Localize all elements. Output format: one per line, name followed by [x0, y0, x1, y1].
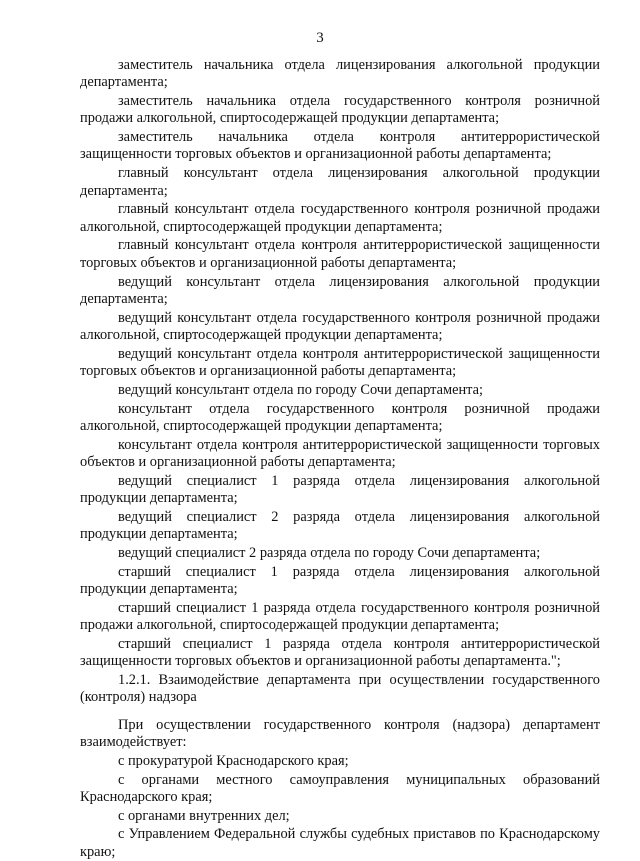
document-body [80, 57, 600, 861]
paragraph: заместитель начальника отдела контроля антитеррористической защищенности торговых объектов и организационной работы департамента; [80, 129, 600, 163]
paragraph: старший специалист 1 разряда отдела государственного контроля розничной продажи алкогольной, спиртосодержащей продукции департамента; [80, 599, 600, 634]
paragraph: старший специалист 1 разряда отдела контроля антитеррористической защищенности торговых объектов и организационной работы департамента."; [80, 636, 600, 670]
paragraph: заместитель начальника отдела государственного контроля розничной продажи алкогольной, спиртосодержащей продукции департамента; [80, 93, 600, 127]
list-item: с прокуратурой Краснодарского края; [118, 752, 349, 769]
paragraph: ведущий консультант отдела по городу Сочи департамента; [118, 381, 484, 398]
list-item: с органами местного самоуправления муниципальных образований Краснодарского края; [80, 771, 600, 805]
page-number: 3 [316, 30, 324, 46]
paragraph: главный консультант отдела государственного контроля розничной продажи алкогольной, спиртосодержащей продукции департамента; [80, 201, 600, 235]
list-item: с органами внутренних дел; [118, 807, 290, 824]
paragraph: ведущий специалист 2 разряда отдела лицензирования алкогольной продукции департамента; [80, 508, 600, 543]
paragraph: ведущий специалист 1 разряда отдела лицензирования алкогольной продукции департамента; [80, 472, 600, 507]
paragraph: ведущий консультант отдела контроля антитеррористической защищенности торговых объектов и организационной работы департамента; [80, 345, 600, 380]
paragraph: ведущий консультант отдела лицензирования алкогольной продукции департамента; [80, 273, 600, 307]
section-heading: 1.2.1. Взаимодействие департамента при осуществлении государственного (контроля) надзора [80, 672, 600, 706]
paragraph: консультант отдела государственного контроля розничной продажи алкогольной, спиртосодержащей продукции департамента; [80, 400, 600, 434]
paragraph: При осуществлении государственного контроля (надзора) департамент взаимодействует: [80, 716, 600, 750]
paragraph: ведущий консультант отдела государственного контроля розничной продажи алкогольной, спиртосодержащей продукции департамента; [80, 309, 600, 343]
list-item: с Управлением Федеральной службы судебных приставов по Краснодарскому краю; [80, 826, 600, 860]
paragraph: главный консультант отдела контроля антитеррористической защищенности торговых объектов и организационной работы департамента; [80, 237, 600, 271]
paragraph: главный консультант отдела лицензирования алкогольной продукции департамента; [80, 165, 600, 199]
paragraph: заместитель начальника отдела лицензирования алкогольной продукции департамента; [80, 57, 600, 91]
paragraph: консультант отдела контроля антитеррористической защищенности торговых объектов и организационной работы департамента; [80, 436, 600, 471]
paragraph: старший специалист 1 разряда отдела лицензирования алкогольной продукции департамента; [80, 563, 600, 598]
paragraph: ведущий специалист 2 разряда отдела по городу Сочи департамента; [118, 545, 541, 562]
